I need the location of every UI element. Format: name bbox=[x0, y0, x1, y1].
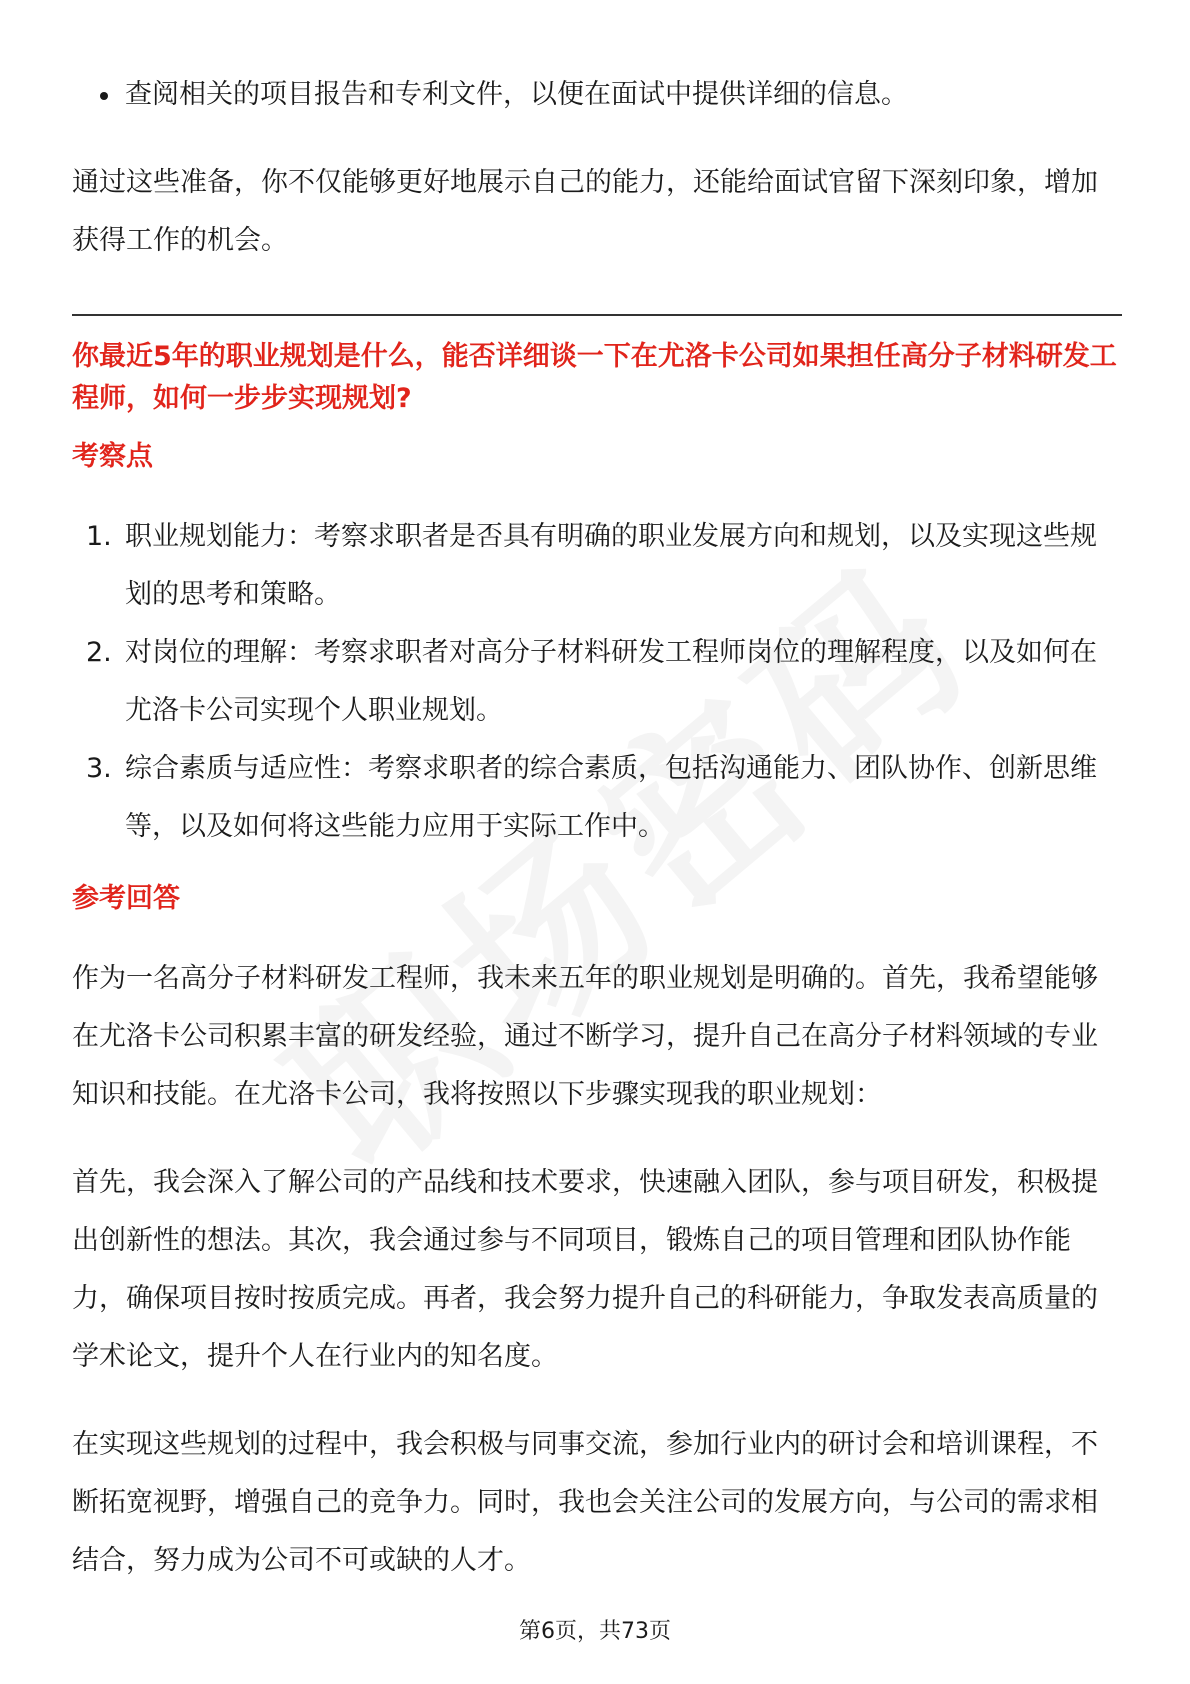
list-item: 查阅相关的项目报告和专利文件，以便在面试中提供详细的信息。 bbox=[72, 66, 1122, 124]
intro-paragraph: 通过这些准备，你不仅能够更好地展示自己的能力，还能给面试官留下深刻印象，增加获得工作的机会。 bbox=[72, 167, 1098, 256]
section-divider bbox=[72, 314, 1122, 316]
question-heading: 你最近5年的职业规划是什么，能否详细谈一下在尤洛卡公司如果担任高分子材料研发工程师，如何一步步实现规划? bbox=[72, 341, 1117, 414]
list-item bbox=[72, 624, 1122, 740]
list-item-text: 对岗位的理解：考察求职者对高分子材料研发工程师岗位的理解程度，以及如何在尤洛卡公司实现个人职业规划。 bbox=[125, 637, 1097, 726]
answer-paragraph: 作为一名高分子材料研发工程师，我未来五年的职业规划是明确的。首先，我希望能够在尤洛卡公司积累丰富的研发经验，通过不断学习，提升自己在高分子材料领域的专业知识和技能。在尤洛卡公司，我将按照以下步骤实现我的职业规划： bbox=[72, 963, 1098, 1110]
list-item-text: 职业规划能力：考察求职者是否具有明确的职业发展方向和规划，以及实现这些规划的思考和策略。 bbox=[125, 521, 1097, 610]
answer-paragraph: 首先，我会深入了解公司的产品线和技术要求，快速融入团队，参与项目研发，积极提出创新性的想法。其次，我会通过参与不同项目，锻炼自己的项目管理和团队协作能力，确保项目按时按质完成。再者，我会努力提升自己的科研能力，争取发表高质量的学术论文，提升个人在行业内的知名度。 bbox=[72, 1167, 1098, 1372]
list-item bbox=[72, 740, 1122, 856]
page-number: 第6页，共73页 bbox=[519, 1619, 671, 1644]
list-number: 2. bbox=[86, 637, 112, 668]
page-content bbox=[72, 66, 1122, 1590]
list-item-text: 综合素质与适应性：考察求职者的综合素质，包括沟通能力、团队协作、创新思维等，以及如何将这些能力应用于实际工作中。 bbox=[125, 753, 1097, 842]
assessment-title: 考察点 bbox=[72, 441, 153, 472]
answer-paragraph: 在实现这些规划的过程中，我会积极与同事交流，参加行业内的研讨会和培训课程，不断拓宽视野，增强自己的竞争力。同时，我也会关注公司的发展方向，与公司的需求相结合，努力成为公司不可或缺的人才。 bbox=[72, 1429, 1098, 1576]
list-number: 3. bbox=[86, 753, 112, 784]
assessment-list bbox=[72, 508, 1122, 856]
list-item bbox=[72, 508, 1122, 624]
list-number: 1. bbox=[86, 521, 112, 552]
answer-title: 参考回答 bbox=[72, 883, 180, 914]
top-bullet-list bbox=[72, 66, 1122, 124]
